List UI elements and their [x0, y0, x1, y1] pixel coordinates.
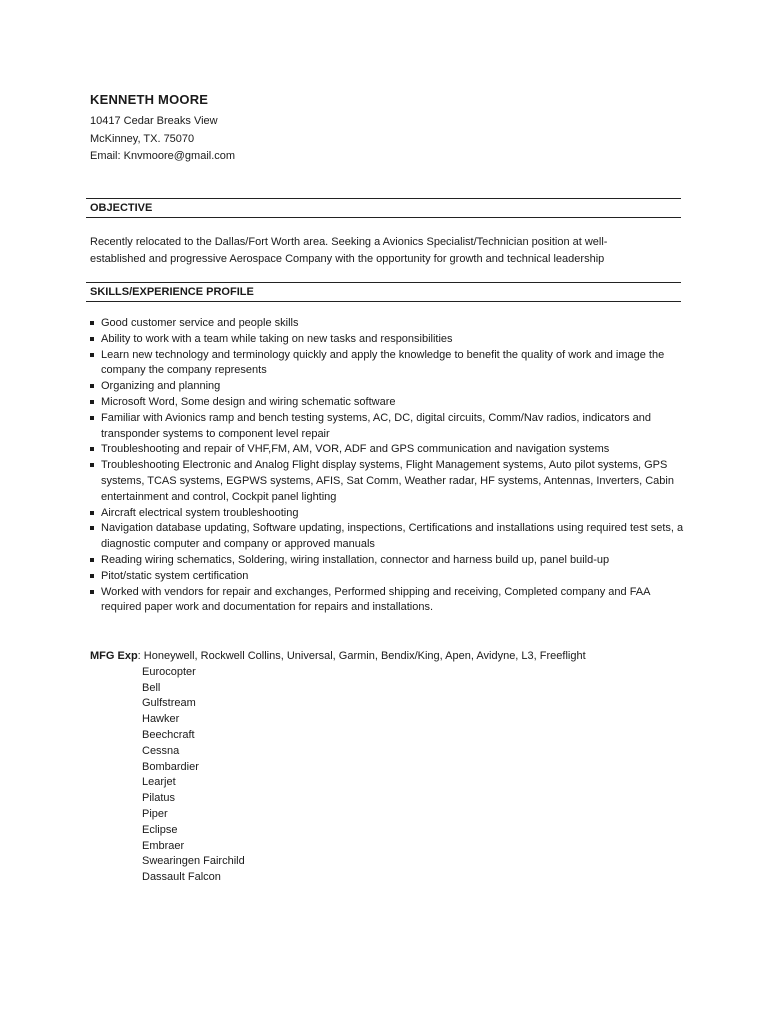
- list-item: Worked with vendors for repair and exchanges, Performed shipping and receiving, Completed company and FAA required paper work and documentation for repairs and installations.: [90, 585, 685, 617]
- objective-heading-bar: [86, 198, 681, 218]
- list-item: Pilatus: [142, 792, 176, 805]
- bullet-icon: [90, 384, 94, 388]
- list-item: Cessna: [142, 744, 180, 757]
- list-item: Dassault Falcon: [142, 871, 221, 884]
- list-item: Swearingen Fairchild: [142, 855, 245, 868]
- bullet-icon: [90, 416, 94, 420]
- list-item: Good customer service and people skills: [90, 316, 685, 332]
- list-item: Eurocopter: [142, 665, 196, 678]
- bullet-icon: [90, 590, 94, 594]
- mfg-list: [142, 665, 245, 886]
- mfg-first-line: : Honeywell, Rockwell Collins, Universal, Garmin, Bendix/King, Apen, Avidyne, L3, Freeflight: [137, 650, 586, 662]
- list-item: Navigation database updating, Software updating, inspections, Certifications and installations using required test sets, a diagnostic computer and company or approved manuals: [90, 521, 685, 553]
- list-item: Learn new technology and terminology quickly and apply the knowledge to benefit the quality of work and image the company the company represents: [90, 348, 685, 380]
- list-item: Microsoft Word, Some design and wiring schematic software: [90, 395, 685, 411]
- list-item: Piper: [142, 807, 168, 820]
- list-item: Pitot/static system certification: [90, 569, 685, 585]
- bullet-icon: [90, 447, 94, 451]
- candidate-name: KENNETH MOORE: [90, 92, 209, 107]
- bullet-icon: [90, 511, 94, 515]
- bullet-icon: [90, 321, 94, 325]
- list-item: Reading wiring schematics, Soldering, wiring installation, connector and harness build up, panel build-up: [90, 553, 685, 569]
- mfg-label: MFG Exp: [90, 650, 138, 662]
- email-line: Email: Knvmoore@gmail.com: [90, 150, 236, 162]
- contact-block: [90, 92, 235, 166]
- city-state-zip: McKinney, TX. 75070: [90, 132, 195, 145]
- bullet-icon: [90, 574, 94, 578]
- list-item: Aircraft electrical system troubleshooting: [90, 506, 685, 522]
- objective-heading: OBJECTIVE: [90, 202, 153, 214]
- street-address: 10417 Cedar Breaks View: [90, 115, 218, 127]
- list-item: Organizing and planning: [90, 379, 685, 395]
- list-item: Familiar with Avionics ramp and bench testing systems, AC, DC, digital circuits, Comm/Nav radios, indicators and transponder systems to component level repair: [90, 411, 685, 443]
- mfg-experience: [90, 649, 586, 884]
- list-item: Beechcraft: [142, 728, 195, 741]
- bullet-icon: [90, 558, 94, 562]
- list-item: Learjet: [142, 776, 176, 789]
- list-item: Bombardier: [142, 760, 199, 773]
- bullet-icon: [90, 463, 94, 467]
- objective-text: Recently relocated to the Dallas/Fort Worth area. Seeking a Avionics Specialist/Technician position at well-established and progressive Aerospace Company with the opportunity for growth and technical leadership: [90, 236, 608, 265]
- list-item: Eclipse: [142, 823, 178, 836]
- list-item: Ability to work with a team while taking on new tasks and responsibilities: [90, 332, 685, 348]
- list-item: Embraer: [142, 839, 185, 852]
- bullet-icon: [90, 353, 94, 357]
- skills-heading-bar: [86, 282, 681, 302]
- list-item: Gulfstream: [142, 697, 196, 710]
- skills-list: [90, 316, 685, 616]
- list-item: Bell: [142, 681, 161, 694]
- list-item: Troubleshooting and repair of VHF,FM, AM, VOR, ADF and GPS communication and navigation systems: [90, 442, 685, 458]
- bullet-icon: [90, 337, 94, 341]
- bullet-icon: [90, 400, 94, 404]
- bullet-icon: [90, 526, 94, 530]
- list-item: Troubleshooting Electronic and Analog Flight display systems, Flight Management systems, Auto pilot systems, GPS systems, TCAS systems, EGPWS systems, AFIS, Sat Comm, Weather radar, HF systems, Antennas, Inverters, Cabin entertainment and control, Cockpit panel lighting: [90, 458, 685, 505]
- skills-heading: SKILLS/EXPERIENCE PROFILE: [90, 286, 254, 298]
- list-item: Hawker: [142, 713, 180, 726]
